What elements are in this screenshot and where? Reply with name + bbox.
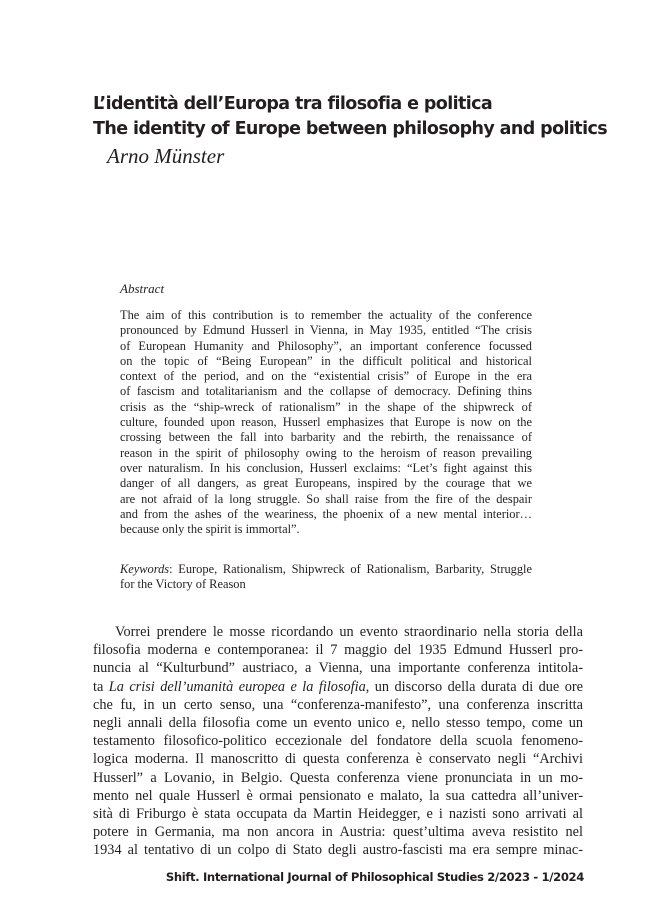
abstract-line: because only the spirit is immortal”.	[120, 522, 300, 537]
abstract-line: of European Humanity and Philosophy”, an important conference focussed	[120, 338, 532, 353]
abstract-line: context of the period, and on the “existential crisis” of Europe in the era	[120, 369, 532, 384]
body-line	[93, 678, 583, 696]
body-text-fragment: , un discorso della durata di due ore	[365, 678, 583, 695]
abstract-line: danger of all dangers, as great Europeans, inspired by the courage that we	[120, 476, 532, 491]
body-text-fragment: ta	[93, 678, 109, 695]
body-line: che fu, in un certo senso, una “conferenza-manifesto”, una conferenza inscritta	[93, 696, 583, 713]
abstract-line: over naturalism. In his conclusion, Husserl exclaims: “Let’s fight against this	[120, 460, 532, 475]
body-paragraph	[93, 623, 583, 860]
keywords	[120, 562, 532, 593]
abstract-line: and from the ashes of the weariness, the phoenix of a new mental interior…	[120, 506, 532, 521]
keywords-label: Keywords	[120, 562, 170, 576]
body-line: 1934 al tentativo di un colpo di Stato degli austro-fascisti ma era sempre minac-	[93, 842, 583, 859]
abstract-line: reason in the spirit of philosophy owing to the heroism of reason prevailing	[120, 445, 532, 460]
abstract-text	[120, 308, 532, 537]
body-line: logica moderna. Il manoscritto di questa conferenza è conservato negli “Archivi	[93, 751, 583, 768]
keywords-list: : Europe, Rationalism, Shipwreck of Rationalism, Barbarity, Struggle	[169, 562, 532, 576]
abstract-line: The aim of this contribution is to remember the actuality of the conference	[120, 308, 532, 322]
article-title-italian: L’identità dell’Europa tra filosofia e politica	[93, 94, 493, 114]
body-line: testamento filosofico-politico eccezionale del fondatore della scuola fenomeno-	[93, 733, 583, 750]
abstract-line: of fascism and totalitarianism and the collapse of democracy. Defining thins	[120, 384, 532, 399]
article-title-english: The identity of Europe between philosophy and politics	[93, 119, 608, 139]
abstract-line: crisis as the “ship-wreck of rationalism” in the shape of the shipwreck of	[120, 399, 532, 414]
body-line: mento nel quale Husserl è ormai pensionato e malato, la sua cattedra all’univer-	[93, 787, 583, 804]
body-line: nuncia al “Kulturbund” austriaco, a Vienna, una importante conferenza intitola-	[93, 660, 583, 677]
keywords-list-continued: for the Victory of Reason	[120, 577, 246, 592]
body-line: Husserl” a Lovanio, in Belgio. Questa conferenza viene pronunciata in un mo-	[93, 769, 583, 786]
abstract-heading: Abstract	[120, 281, 165, 296]
body-line: negli annali della filosofia come un evento unico e, nello stesso tempo, come un	[93, 715, 583, 732]
body-line: potere in Germania, ma non ancora in Austria: quest’ultima aveva resistito nel	[93, 824, 583, 841]
abstract-line: crossing between the fall into barbarity and the rebirth, the renaissance of	[120, 430, 532, 445]
abstract-line: are not afraid of la long struggle. So shall raise from the fire of the despair	[120, 491, 532, 506]
abstract-line: on the topic of “Being European” in the difficult political and historical	[120, 353, 532, 368]
body-line: Vorrei prendere le mosse ricordando un evento straordinario nella storia della	[115, 624, 583, 640]
journal-footer: Shift. International Journal of Philosophical Studies 2/2023 - 1/2024	[165, 870, 584, 884]
abstract-line: culture, founded upon reason, Husserl emphasizes that Europe is now on the	[120, 415, 532, 430]
body-line: filosofia moderna e contemporanea: il 7 maggio del 1935 Edmund Husserl pro-	[93, 642, 583, 659]
abstract-line: pronounced by Edmund Husserl in Vienna, in May 1935, entitled “The crisis	[120, 323, 532, 338]
cited-lecture-title: La crisi dell’umanità europea e la filosofia	[108, 678, 366, 695]
author-name: Arno Münster	[107, 144, 225, 168]
body-line: sità di Friburgo è stata occupata da Martin Heidegger, e i nazisti sono arrivati al	[93, 806, 583, 823]
